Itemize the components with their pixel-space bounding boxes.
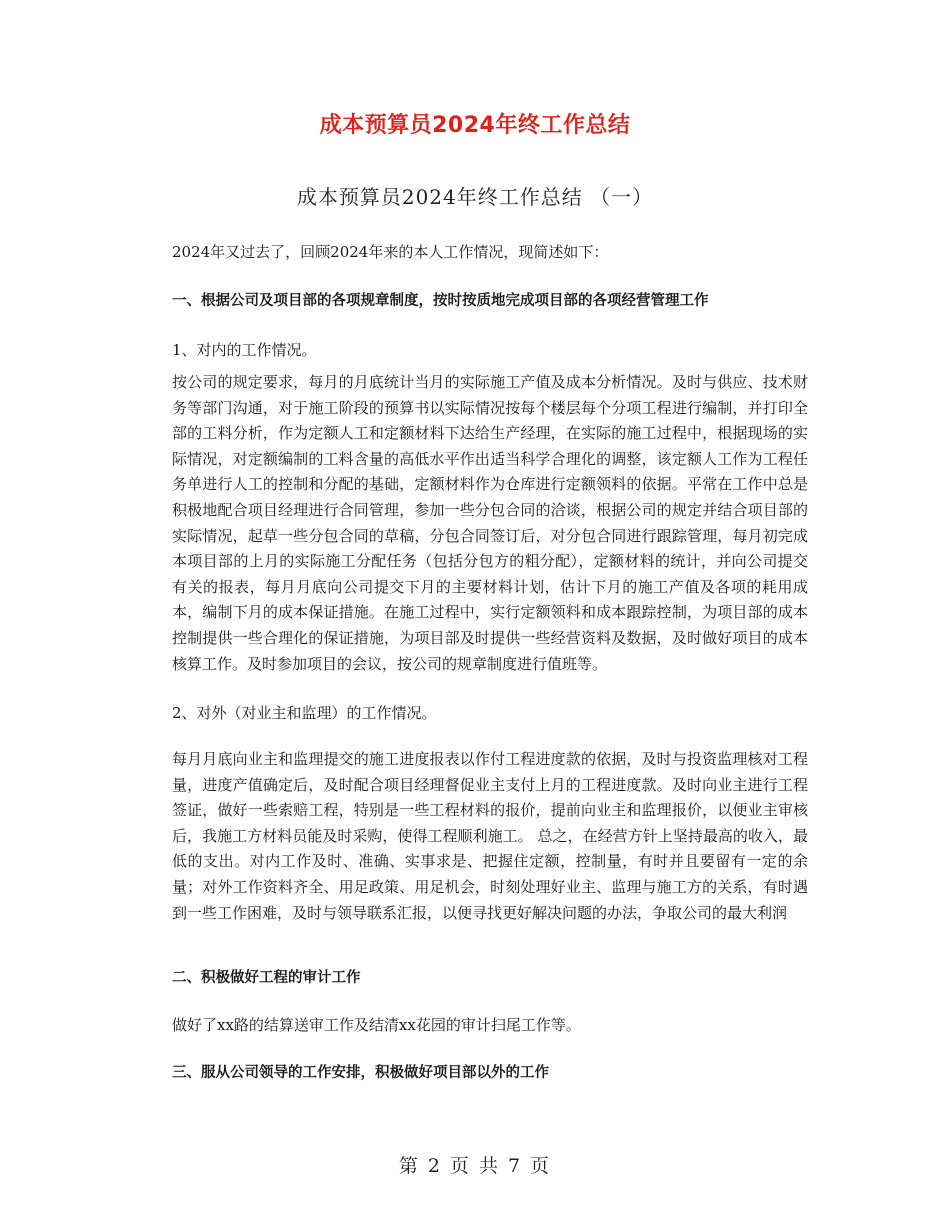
document-title: 成本预算员2024年终工作总结 <box>319 113 631 138</box>
subsection-1-heading: 1、对内的工作情况。 <box>172 341 317 359</box>
section-2-body-wrap <box>172 1013 808 1038</box>
section-2-wrap <box>172 966 808 991</box>
section-2-heading: 二、积极做好工程的审计工作 <box>172 970 361 986</box>
subsection-2-body-wrap <box>172 747 808 926</box>
subsection-2-body: 每月月底向业主和监理提交的施工进度报表以作付工程进度款的依据，及时与投资监理核对工程量，进度产值确定后，及时配合项目经理督促业主支付上月的工程进度款。及时向业主进行工程签证，做好一些索赔工程，特别是一些工程材料的报价，提前向业主和监理报价，以便业主审核后，我施工方材料员能及时采购，使得工程顺利施工。 总之，在经营方针上坚持最高的收入，最低的支出。对内工作及时、准确、实事求是、把握住定额，控制量，有时并且要留有一定的余量；对外工作资料齐全、用足政策、用足机会，时刻处理好业主、监理与施工方的关系，有时遇到一些工作困难，及时与领导联系汇报，以便寻找更好解决问题的办法，争取公司的最大利润 <box>172 750 808 922</box>
section-1-heading: 一、根据公司及项目部的各项规章制度，按时按质地完成项目部的各项经营管理工作 <box>172 293 709 309</box>
subsection-2-heading: 2、对外（对业主和监理）的工作情况。 <box>172 704 437 722</box>
section-3-wrap <box>172 1061 808 1086</box>
document-body <box>172 240 808 388</box>
intro-paragraph: 2024年又过去了，回顾2024年来的本人工作情况，现简述如下： <box>172 243 609 261</box>
subsection-1-body-wrap <box>172 370 808 677</box>
section-3-heading: 三、服从公司领导的工作安排，积极做好项目部以外的工作 <box>172 1065 549 1081</box>
subsection-1-body: 按公司的规定要求，每月的月底统计当月的实际施工产值及成本分析情况。及时与供应、技术财务等部门沟通，对于施工阶段的预算书以实际情况按每个楼层每个分项工程进行编制，并打印全部的工料分析，作为定额人工和定额材料下达给生产经理，在实际的施工过程中，根据现场的实际情况，对定额编制的工料含量的高低水平作出适当科学合理化的调整，该定额人工作为工程任务单进行人工的控制和分配的基础，定额材料作为仓库进行定额领料的依据。平常在工作中总是积极地配合项目经理进行合同管理，参加一些分包合同的洽谈，根据公司的规定并结合项目部的实际情况，起草一些分包合同的草稿，分包合同签订后，对分包合同进行跟踪管理，每月初完成本项目部的上月的实际施工分配任务（包括分包方的粗分配），定额材料的统计，并向公司提交有关的报表，每月月底向公司提交下月的主要材料计划，估计下月的施工产值及各项的耗用成本，编制下月的成本保证措施。在施工过程中，实行定额领料和成本跟踪控制，为项目部的成本控制提供一些合理化的保证措施，为项目部及时提供一些经营资料及数据，及时做好项目的成本核算工作。及时参加项目的会议，按公司的规章制度进行值班等。 <box>172 373 808 673</box>
subsection-2-wrap <box>172 701 808 726</box>
page-number-footer: 第 2 页 共 7 页 <box>398 1155 552 1177</box>
section-2-body: 做好了xx路的结算送审工作及结清xx花园的审计扫尾工作等。 <box>172 1016 581 1034</box>
document-subtitle: 成本预算员2024年终工作总结 （一） <box>296 185 654 209</box>
